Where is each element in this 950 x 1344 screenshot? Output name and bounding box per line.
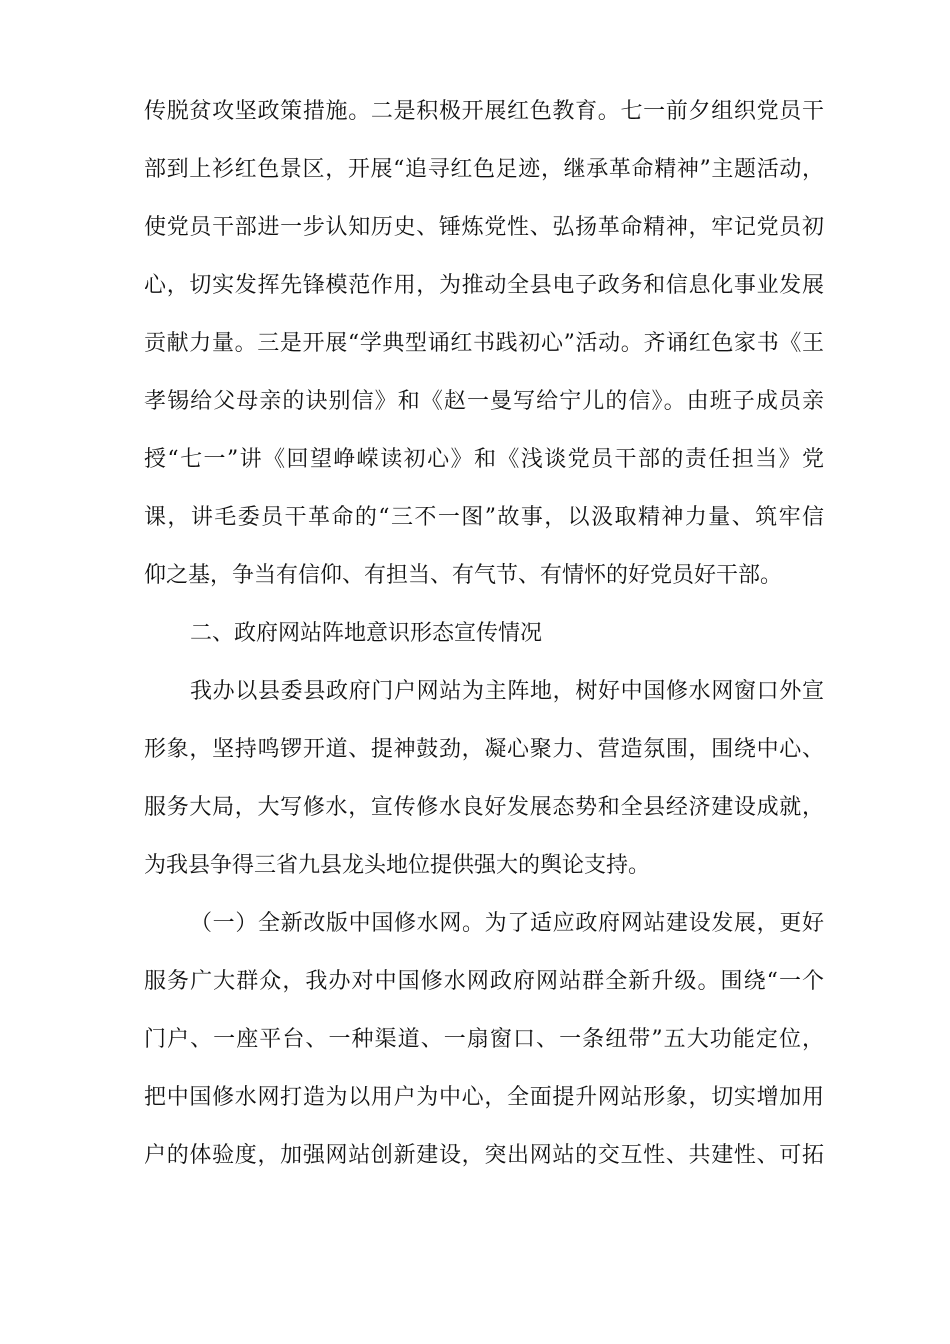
paragraph-line-6: 孝锡给父母亲的诀别信》和《赵一曼写给宁儿的信》。由班子成员亲 <box>144 389 824 414</box>
paragraph-line-19: 户的体验度，加强网站创新建设，突出网站的交互性、共建性、可拓 <box>144 1143 824 1168</box>
paragraph-line-9: 仰之基，争当有信仰、有担当、有气节、有情怀的好党员好干部。 <box>144 563 783 588</box>
paragraph-line-17: 门户、一座平台、一种渠道、一扇窗口、一条纽带”五大功能定位， <box>144 1027 824 1052</box>
paragraph-line-15: （一）全新改版中国修水网。为了适应政府网站建设发展，更好 <box>190 911 824 936</box>
paragraph-line-4: 心，切实发挥先锋模范作用，为推动全县电子政务和信息化事业发展 <box>144 273 824 298</box>
paragraph-line-14: 为我县争得三省九县龙头地位提供强大的舆论支持。 <box>144 853 651 878</box>
paragraph-line-18: 把中国修水网打造为以用户为中心，全面提升网站形象，切实增加用 <box>144 1085 824 1110</box>
paragraph-line-11: 我办以县委县政府门户网站为主阵地，树好中国修水网窗口外宣 <box>190 679 824 704</box>
paragraph-line-3: 使党员干部进一步认知历史、锤炼党性、弘扬革命精神，牢记党员初 <box>144 215 824 240</box>
paragraph-line-2: 部到上衫红色景区，开展“追寻红色足迹，继承革命精神”主题活动， <box>144 157 824 182</box>
paragraph-line-8: 课，讲毛委员干革命的“三不一图”故事，以汲取精神力量、筑牢信 <box>144 505 824 530</box>
paragraph-line-16: 服务广大群众，我办对中国修水网政府网站群全新升级。围绕“一个 <box>144 969 824 994</box>
paragraph-line-7: 授“七一”讲《回望峥嵘读初心》和《浅谈党员干部的责任担当》党 <box>144 447 824 472</box>
paragraph-line-1: 传脱贫攻坚政策措施。二是积极开展红色教育。七一前夕组织党员干 <box>144 99 824 124</box>
paragraph-line-13: 服务大局，大写修水，宣传修水良好发展态势和全县经济建设成就， <box>144 795 824 820</box>
paragraph-line-5: 贡献力量。三是开展“学典型诵红书践初心”活动。齐诵红色家书《王 <box>144 331 824 356</box>
paragraph-line-12: 形象，坚持鸣锣开道、提神鼓劲，凝心聚力、营造氛围，围绕中心、 <box>144 737 824 762</box>
section-heading: 二、政府网站阵地意识形态宣传情况 <box>190 621 543 646</box>
